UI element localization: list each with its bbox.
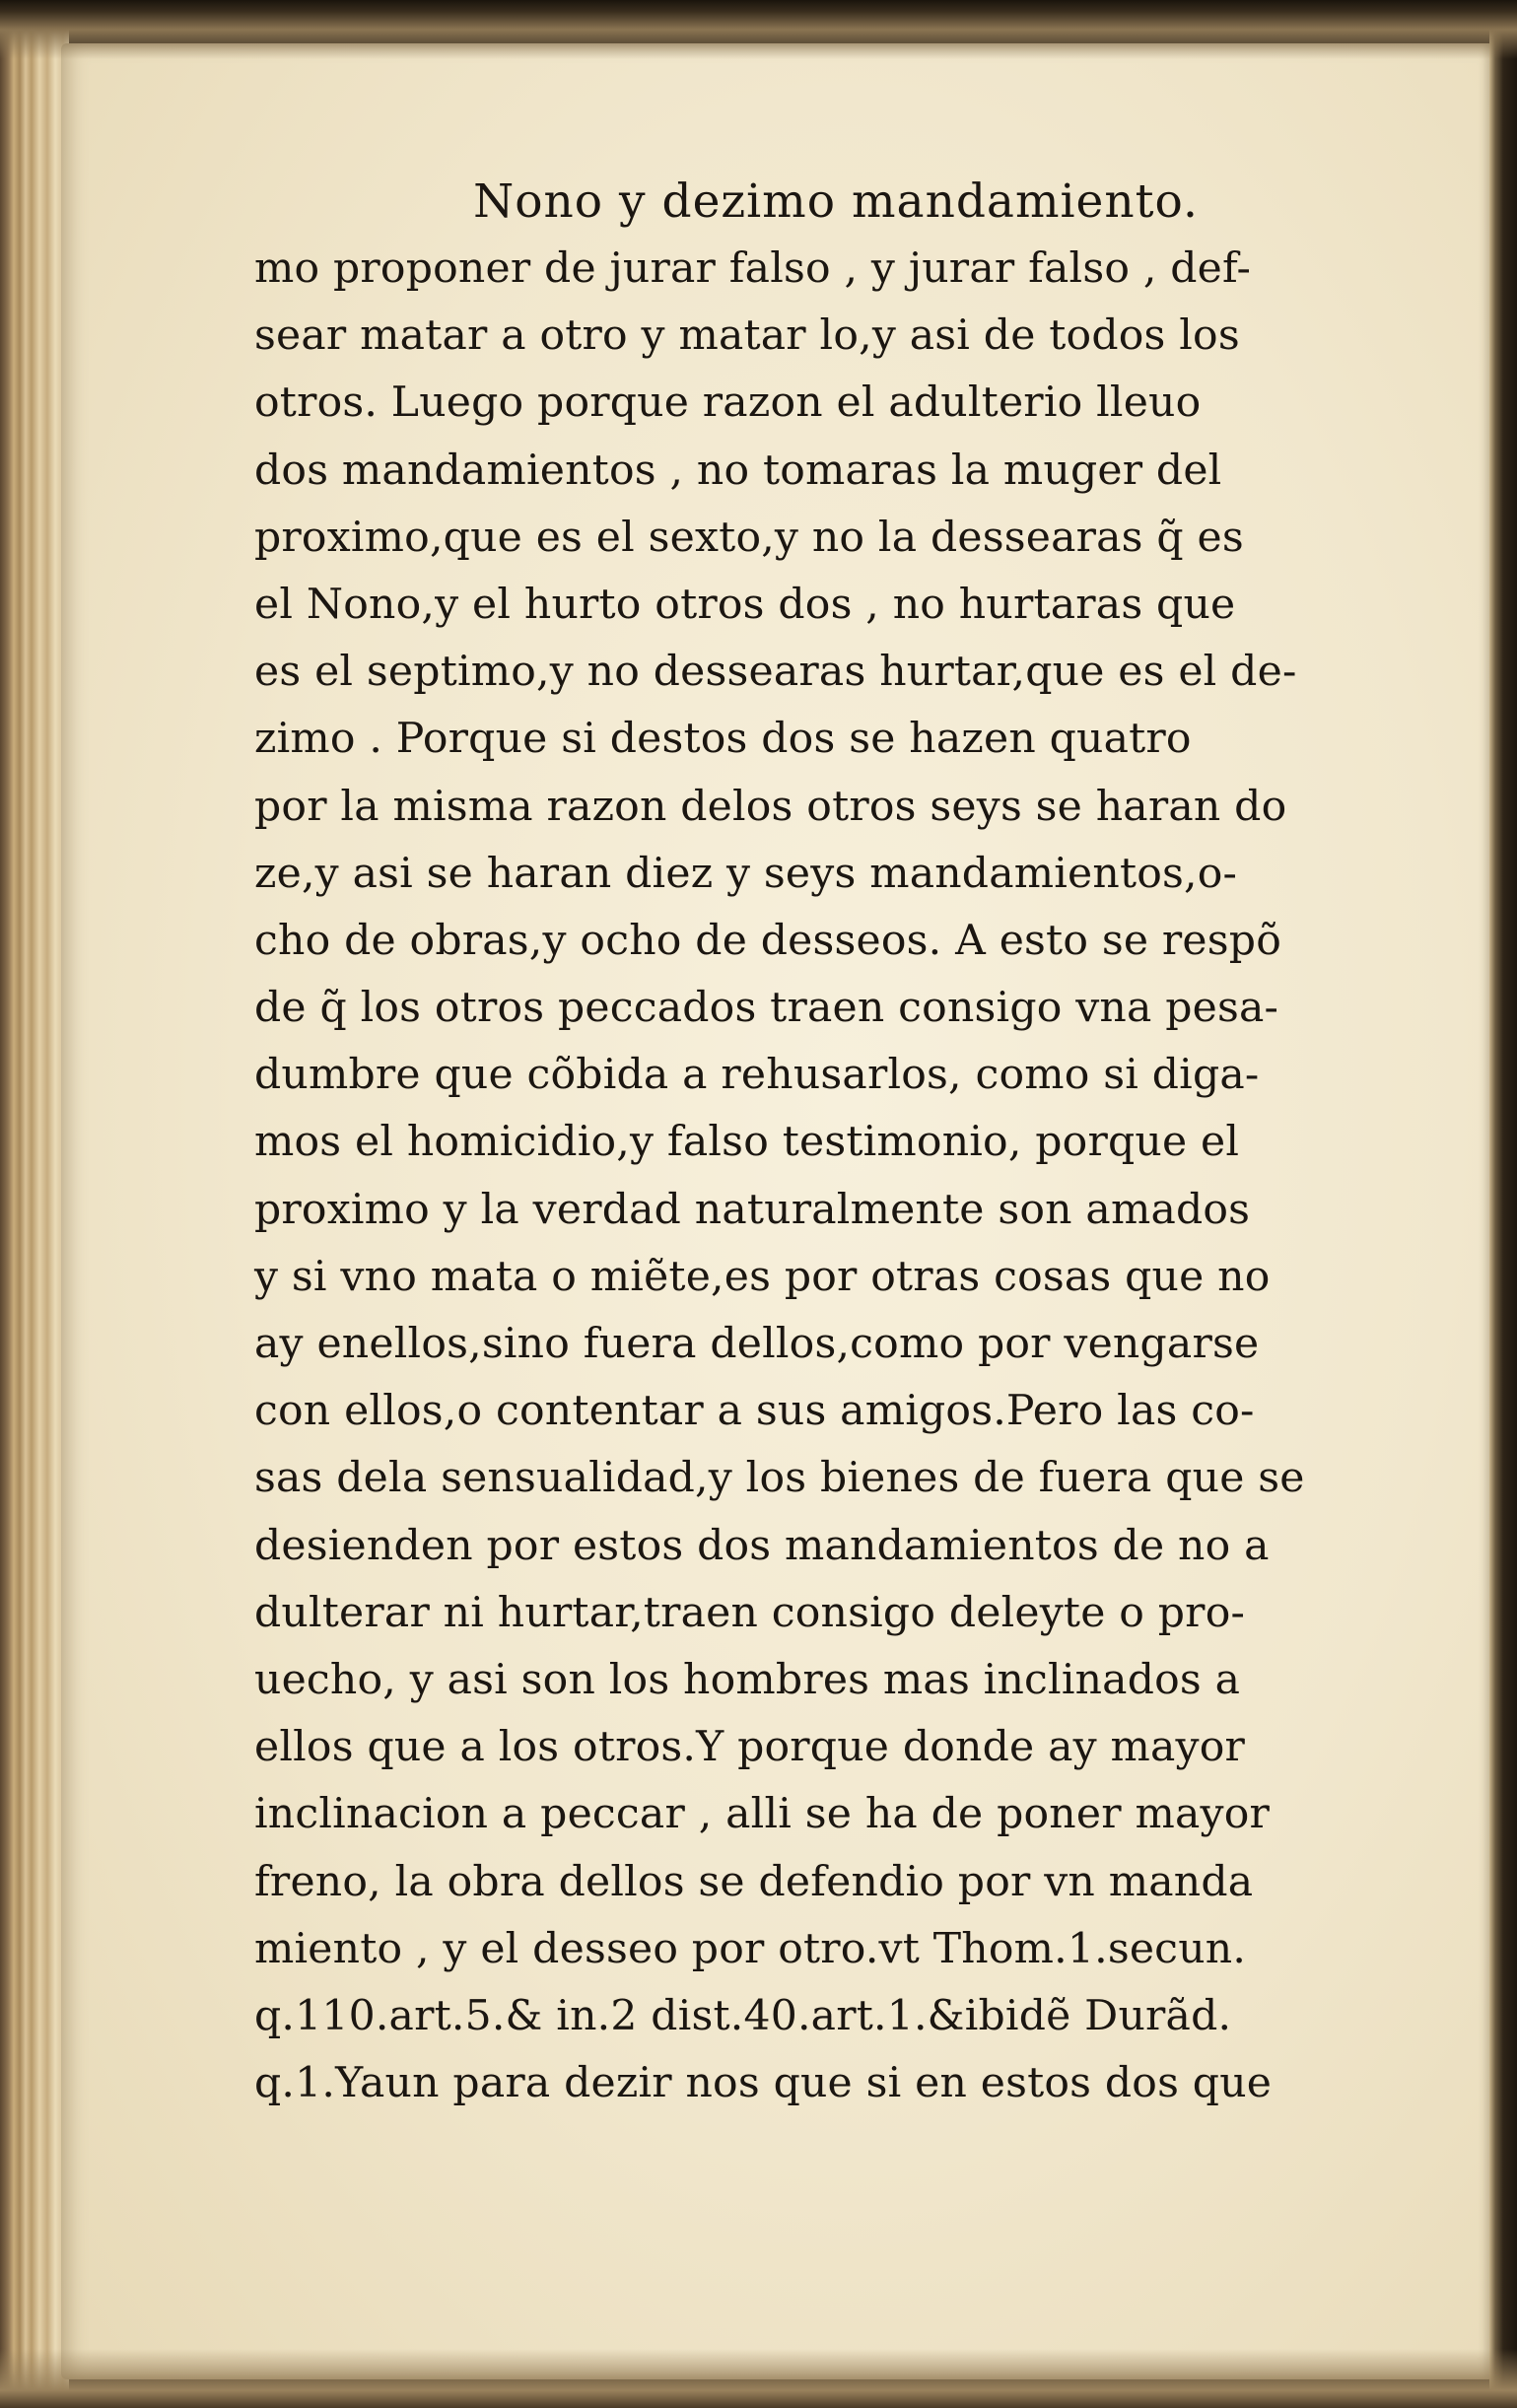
- text-line: inclinacion a peccar , alli se ha de poner mayor: [254, 1790, 1270, 1839]
- text-line: cho de obras,y ocho de desseos. A esto se respõ: [254, 916, 1281, 965]
- text-line: desienden por estos dos mandamientos de no a: [254, 1521, 1270, 1570]
- text-line: freno, la obra dellos se defendio por vn manda: [254, 1857, 1254, 1906]
- text-line: sear matar a otro y matar lo,y asi de todos los: [254, 311, 1240, 361]
- text-line: dos mandamientos , no tomaras la muger del: [254, 446, 1222, 495]
- text-line: uecho, y asi son los hombres mas inclinados a: [254, 1655, 1241, 1704]
- text-line: miento , y el desseo por otro.vt Thom.1.secun.: [254, 1924, 1247, 1973]
- text-line: por la misma razon delos otros seys se haran do: [254, 782, 1287, 831]
- text-line: zimo . Porque si destos dos se hazen quatro: [254, 715, 1192, 764]
- text-line: proximo y la verdad naturalmente son amados: [254, 1185, 1251, 1234]
- text-line: proximo,que es el sexto,y no la dessearas q̃ es: [254, 513, 1244, 562]
- right-background-edge: [1489, 0, 1517, 2408]
- bottom-page-edge: [0, 2349, 1517, 2408]
- text-line: de q̃ los otros peccados traen consigo vna pesa-: [254, 984, 1279, 1033]
- top-background-edge: [0, 0, 1517, 59]
- running-head: Nono y dezimo mandamiento.: [473, 174, 1199, 229]
- text-line: ze,y asi se haran diez y seys mandamientos,o-: [254, 849, 1238, 898]
- body-text: [254, 236, 1398, 2117]
- text-line: dulterar ni hurtar,traen consigo deleyte o pro-: [254, 1588, 1246, 1637]
- text-line: sas dela sensualidad,y los bienes de fuera que se: [254, 1454, 1305, 1503]
- text-line: es el septimo,y no dessearas hurtar,que es el de-: [254, 648, 1297, 697]
- text-line: mos el homicidio,y falso testimonio, porque el: [254, 1118, 1240, 1167]
- text-line: con ellos,o contentar a sus amigos.Pero las co-: [254, 1387, 1255, 1436]
- text-line: otros. Luego porque razon el adulterio lleuo: [254, 378, 1202, 428]
- text-block: [254, 172, 1398, 2117]
- text-line: ay enellos,sino fuera dellos,como por vengarse: [254, 1320, 1260, 1368]
- text-line: ellos que a los otros.Y porque donde ay mayor: [254, 1723, 1246, 1772]
- text-line: y si vno mata o miẽte,es por otras cosas que no: [254, 1252, 1271, 1301]
- book-page-edges: [0, 0, 69, 2408]
- text-line: mo proponer de jurar falso , y jurar falso , def-: [254, 244, 1251, 293]
- text-line: el Nono,y el hurto otros dos , no hurtaras que: [254, 580, 1236, 629]
- text-line: dumbre que cõbida a rehusarlos, como si diga-: [254, 1051, 1260, 1100]
- text-line: q.110.art.5.& in.2 dist.40.art.1.&ibidẽ Durãd.: [254, 1991, 1232, 2040]
- text-line: q.1.Yaun para dezir nos que si en estos dos que: [254, 2059, 1273, 2108]
